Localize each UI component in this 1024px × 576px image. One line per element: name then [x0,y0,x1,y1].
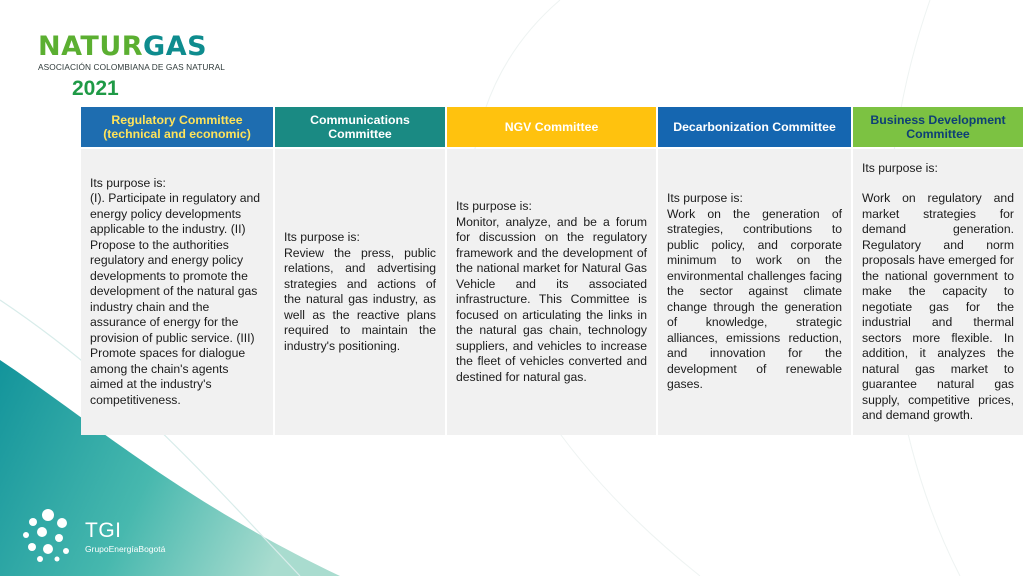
committee-column-communications [275,107,445,435]
committee-description [81,149,273,435]
committee-header: Regulatory Committee (technical and economic) [81,107,273,147]
year-title: 2021 [72,77,119,100]
tgi-title: TGI [85,519,122,542]
committee-column-regulatory [81,107,273,435]
naturgas-logo [38,33,225,72]
tgi-brand [85,520,165,554]
committee-column-business-development [853,107,1023,435]
committee-description [658,149,851,435]
logo-subtitle: ASOCIACIÓN COLOMBIANA DE GAS NATURAL [38,62,225,72]
committees-table [81,107,1023,435]
purpose-text: Its purpose is: (I). Participate in regulatory and energy policy developments applicable to the industry. (II) Propose to the authorities regulatory and energy policy developments to promote the development of the natural gas industry chain and the assurance of energy for the provision of public service. (III) Promote spaces for dialogue among the chain's agents aimed at the industry's competitiveness. [90,175,261,407]
purpose-text: Its purpose is: Monitor, analyze, and be a forum for discussion on the regulatory framework and the development of the national market for Natural Gas Vehicle and its associated infrastructure. This Committee is focused on articulating the links in the natural gas chain, technology suppliers, and vehicles to increase the fleet of vehicles converted and destined for natural gas. [456,199,647,384]
committee-description [447,149,656,435]
tgi-logo-icon [18,505,78,565]
committee-header: NGV Committee [447,107,656,147]
committee-description [275,149,445,435]
committee-header: Communications Committee [275,107,445,147]
logo-wordmark: NATURGAS [38,31,208,62]
tgi-subtitle: GrupoEnergíaBogotá [85,544,166,554]
purpose-text: Work on regulatory and market strategies for demand generation. Regulatory and norm proposals have emerged for the national government to make the capacity to negotiate gas for the industrial and thermal sectors more flexible. In addition, it analyzes the natural gas market to guarantee natural gas supply, competitive prices, and demand growth. [862,191,1014,422]
committee-header: Business Development Committee [853,107,1023,147]
committee-column-ngv [447,107,656,435]
committee-header: Decarbonization Committee [658,107,851,147]
purpose-text: Its purpose is: Work on the generation of strategies, contributions to public policy, and corporate minimum to work on the environmental challenges facing the sector against climate change through the generation of knowledge, strategic alliances, emissions reduction, and innovation for the development of renewable gases. [667,191,842,392]
committee-description [853,149,1023,435]
purpose-label: Its purpose is: [862,160,938,175]
committee-column-decarbonization [658,107,851,435]
purpose-text: Its purpose is: Review the press, public relations, and advertising strategies and actions of the natural gas industry, as well as the reactive plans required to maintain the industry's positioning. [284,230,436,353]
